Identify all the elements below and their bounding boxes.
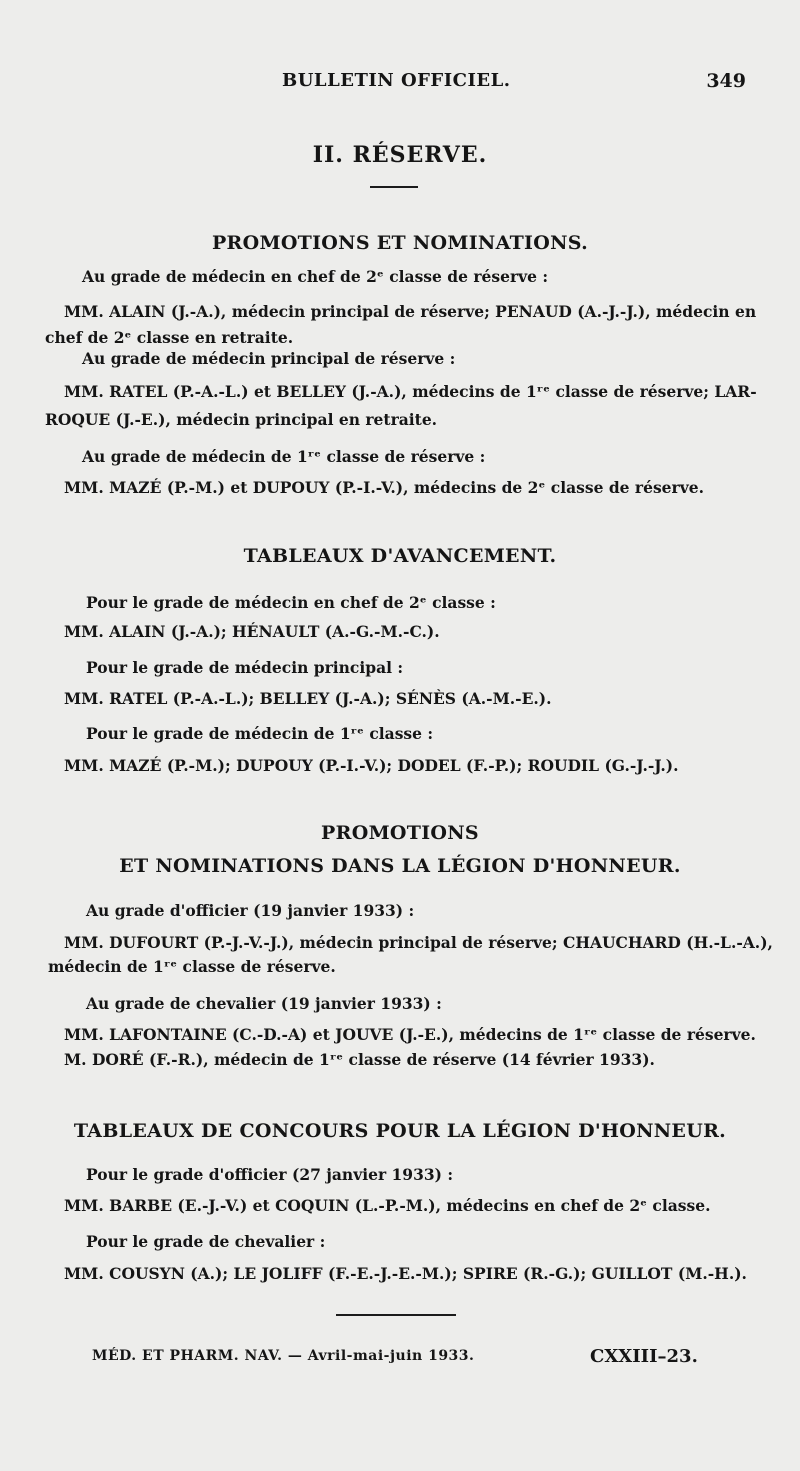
text-line: MM. DUFOURT (P.-J.-V.-J.), médecin principal de réserve; CHAUCHARD (H.-L.-A.), bbox=[64, 933, 773, 952]
text-line: Pour le grade de médecin de 1ʳᵉ classe : bbox=[86, 724, 434, 743]
text-line: MM. MAZÉ (P.-M.) et DUPOUY (P.-I.-V.), médecins de 2ᵉ classe de réserve. bbox=[64, 478, 704, 497]
text-line: Pour le grade de chevalier : bbox=[86, 1232, 326, 1251]
text-line: Au grade de médecin de 1ʳᵉ classe de réserve : bbox=[82, 447, 486, 466]
heading-tableaux: TABLEAUX D'AVANCEMENT. bbox=[243, 545, 557, 567]
section-rule bbox=[370, 186, 418, 188]
text-line: ROQUE (J.-E.), médecin principal en retraite. bbox=[45, 410, 438, 429]
text-line: Pour le grade d'officier (27 janvier 1933) : bbox=[86, 1165, 454, 1184]
text-line: Pour le grade de médecin principal : bbox=[86, 658, 404, 677]
text-line: M. DORÉ (F.-R.), médecin de 1ʳᵉ classe de réserve (14 février 1933). bbox=[64, 1050, 655, 1069]
text-line: MM. ALAIN (J.-A.); HÉNAULT (A.-G.-M.-C.). bbox=[64, 622, 440, 641]
page-footer bbox=[0, 1346, 800, 1376]
heading-legion-line1: PROMOTIONS bbox=[321, 822, 479, 844]
text-line: MM. BARBE (E.-J.-V.) et COQUIN (L.-P.-M.), médecins en chef de 2ᵉ classe. bbox=[64, 1196, 711, 1215]
running-header bbox=[0, 70, 800, 100]
text-line: médecin de 1ʳᵉ classe de réserve. bbox=[48, 957, 336, 976]
text-line: Au grade de médecin en chef de 2ᵉ classe de réserve : bbox=[82, 267, 549, 286]
footer-rule bbox=[336, 1314, 456, 1316]
footer-signature: CXXIII–23. bbox=[590, 1346, 698, 1367]
page-number: 349 bbox=[706, 70, 746, 92]
text-line: Au grade de médecin principal de réserve : bbox=[82, 349, 456, 368]
text-line: MM. MAZÉ (P.-M.); DUPOUY (P.-I.-V.); DODEL (F.-P.); ROUDIL (G.-J.-J.). bbox=[64, 756, 679, 775]
footer-journal: MÉD. ET PHARM. NAV. — Avril-mai-juin 1933. bbox=[92, 1348, 475, 1364]
text-line: Au grade d'officier (19 janvier 1933) : bbox=[86, 901, 415, 920]
text-line: Au grade de chevalier (19 janvier 1933) : bbox=[86, 994, 442, 1013]
text-line: chef de 2ᵉ classe en retraite. bbox=[45, 328, 294, 347]
text-line: MM. RATEL (P.-A.-L.) et BELLEY (J.-A.), médecins de 1ʳᵉ classe de réserve; LAR- bbox=[64, 382, 757, 401]
heading-legion-line2: ET NOMINATIONS DANS LA LÉGION D'HONNEUR. bbox=[119, 855, 681, 877]
heading-concours: TABLEAUX DE CONCOURS POUR LA LÉGION D'HONNEUR. bbox=[73, 1120, 727, 1142]
section-title: II. RÉSERVE. bbox=[312, 142, 488, 168]
running-title: BULLETIN OFFICIEL. bbox=[282, 70, 511, 91]
text-line: MM. LAFONTAINE (C.-D.-A) et JOUVE (J.-E.), médecins de 1ʳᵉ classe de réserve. bbox=[64, 1025, 756, 1044]
text-line: MM. COUSYN (A.); LE JOLIFF (F.-E.-J.-E.-M.); SPIRE (R.-G.); GUILLOT (M.-H.). bbox=[64, 1264, 747, 1283]
text-line: Pour le grade de médecin en chef de 2ᵉ classe : bbox=[86, 593, 496, 612]
heading-promotions: PROMOTIONS ET NOMINATIONS. bbox=[211, 232, 589, 254]
text-line: MM. RATEL (P.-A.-L.); BELLEY (J.-A.); SÉNÈS (A.-M.-E.). bbox=[64, 689, 552, 708]
text-line: MM. ALAIN (J.-A.), médecin principal de réserve; PENAUD (A.-J.-J.), médecin en bbox=[64, 302, 757, 321]
